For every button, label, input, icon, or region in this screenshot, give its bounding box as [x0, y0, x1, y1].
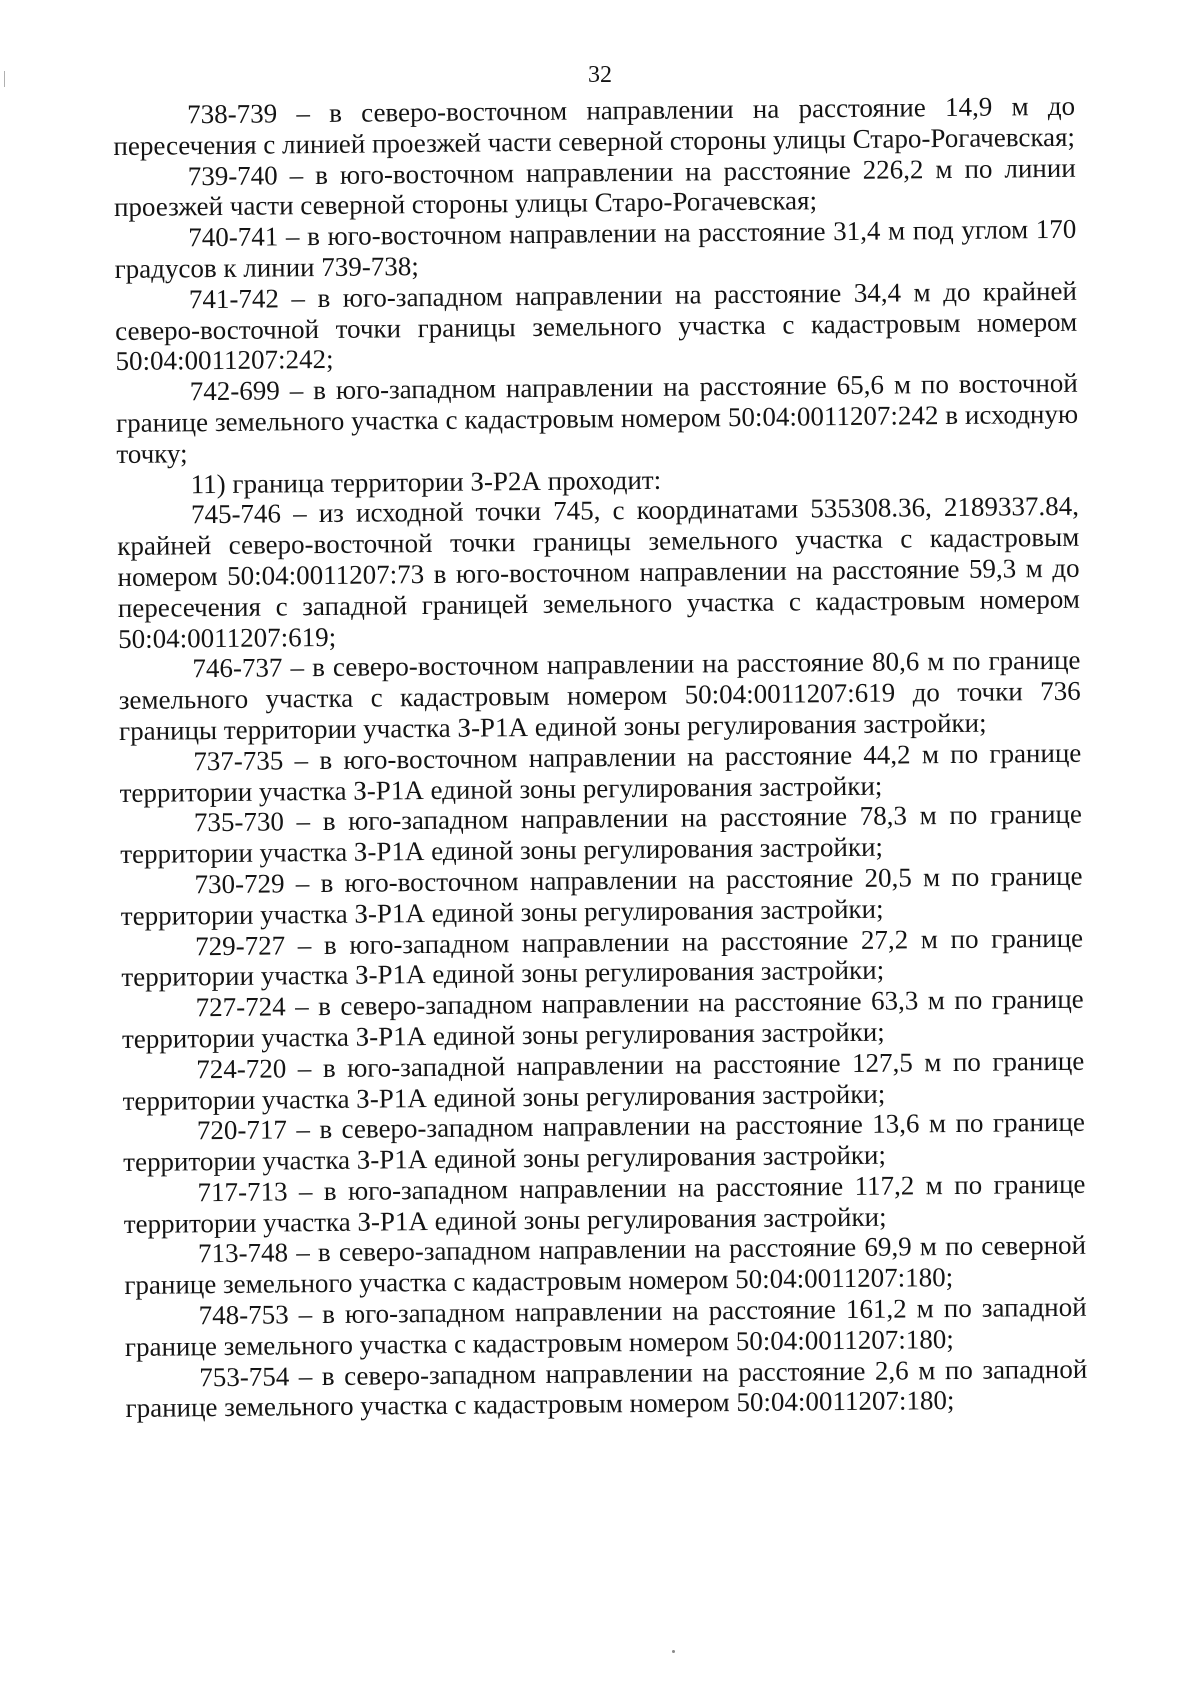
scan-dot-mark — [672, 1650, 675, 1653]
boundary-segment-748-753: 748-753 – в юго-западном направлении на расстояние 161,2 м по западной границе земельного участка с кадастровым номером 50:04:0011207:180; — [124, 1291, 1087, 1362]
section-heading-z-r2a: 11) граница территории З-Р2А проходит: — [190, 464, 662, 499]
boundary-segment-720-717: 720-717 – в северо-западном направлении на расстояние 13,6 м по границе территории участка З-Р1А единой зоны регулирования застройки; — [123, 1107, 1085, 1178]
page-number: 32 — [588, 62, 612, 88]
boundary-segment-742-699: 742-699 – в юго-западном направлении на расстояние 65,6 м по восточной границе земельного участка с кадастровым номером 50:04:0011207:242 в исходную точку; — [115, 367, 1079, 469]
boundary-segment-727-724: 727-724 – в северо-западном направлении на расстояние 63,3 м по границе территории участка З-Р1А единой зоны регулирования застройки; — [121, 983, 1084, 1054]
boundary-segment-713-748: 713-748 – в северо-западном направлении на расстояние 69,9 м по северной границе земельного участка с кадастровым номером 50:04:0011207:180; — [124, 1230, 1087, 1301]
boundary-segment-724-720: 724-720 – в юго-западной направлении на расстояние 127,5 м по границе территории участка З-Р1А единой зоны регулирования застройки; — [122, 1045, 1085, 1116]
boundary-segment-753-754: 753-754 – в северо-западном направлении на расстояние 2,6 м по западной границе земельного участка с кадастровым номером 50:04:0011207:180; — [125, 1353, 1088, 1424]
boundary-segment-741-742: 741-742 – в юго-западном направлении на расстояние 34,4 м до крайней северо-восточной точки границы земельного участка с кадастровым номером 50:04:0011207:242; — [115, 275, 1078, 377]
boundary-segment-717-713: 717-713 – в юго-западном направлении на расстояние 117,2 м по границе территории участка З-Р1А единой зоны регулирования застройки; — [123, 1168, 1086, 1239]
boundary-segment-746-737: 746-737 – в северо-восточном направлении на расстояние 80,6 м по границе земельного участка с кадастровым номером 50:04:0011207:619 до точки 736 границы территории участка З-Р1А единой зоны регулирования застройки; — [118, 645, 1081, 746]
boundary-segment-735-730: 735-730 – в юго-западном направлении на расстояние 78,3 м по границе территории участка З-Р1А единой зоны регулирования застройки; — [120, 799, 1083, 870]
boundary-segment-740-741: 740-741 – в юго-восточном направлении на расстояние 31,4 м под углом 170 градусов к линии 739-738; — [114, 213, 1077, 284]
boundary-segment-737-735: 737-735 – в юго-восточном направлении на расстояние 44,2 м по границе территории участка З-Р1А единой зоны регулирования застройки; — [119, 737, 1082, 808]
boundary-segment-745-746: 745-746 – из исходной точки 745, с координатами 535308.36, 2189337.84, крайней северо-восточной точки границы земельного участка с кадастровым номером 50:04:0011207:73 в юго-восточном направлении на расстояние 59,3 м до пересечения с западной границей земельного участка с кадастровым номером 50:04:0011207:619; — [117, 491, 1080, 654]
document-body — [113, 91, 1088, 1424]
boundary-segment-739-740: 739-740 – в юго-восточном направлении на расстояние 226,2 м по линии проезжей части северной стороны улицы Старо-Рогачевская; — [113, 152, 1076, 223]
boundary-segment-738-739: 738-739 – в северо-восточном направлении на расстояние 14,9 м до пересечения с линией проезжей части северной стороны улицы Старо-Рогачевская; — [113, 90, 1076, 161]
boundary-segment-729-727: 729-727 – в юго-западном направлении на расстояние 27,2 м по границе территории участка З-Р1А единой зоны регулирования застройки; — [121, 922, 1084, 993]
boundary-segment-730-729: 730-729 – в юго-восточном направлении на расстояние 20,5 м по границе территории участка З-Р1А единой зоны регулирования застройки; — [120, 860, 1083, 931]
